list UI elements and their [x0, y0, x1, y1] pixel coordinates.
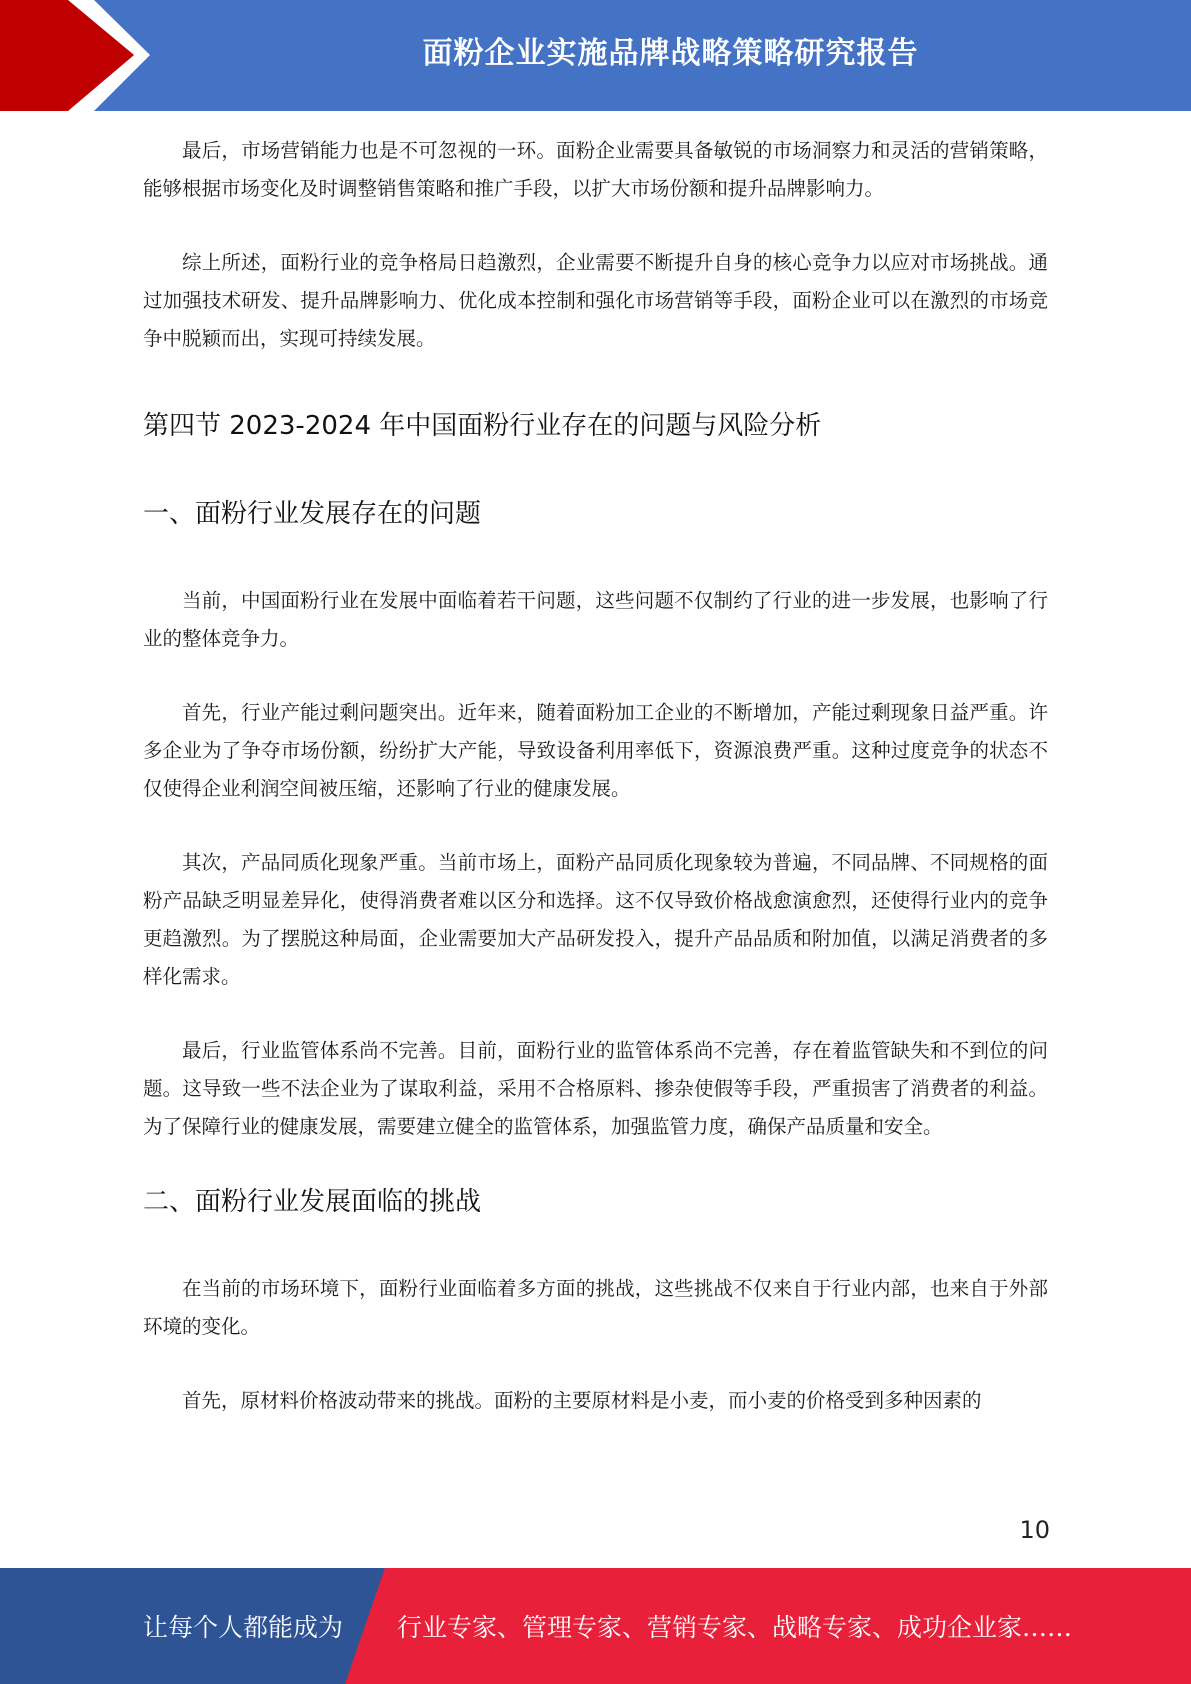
- footer-slogan-right: 行业专家、管理专家、营销专家、战略专家、成功企业家……: [397, 1613, 1073, 1642]
- page-header: [0, 0, 1191, 111]
- page-footer: [0, 1568, 1191, 1684]
- paragraph: 首先，行业产能过剩问题突出。近年来，随着面粉加工企业的不断增加，产能过剩现象日益严重。许多企业为了争夺市场份额，纷纷扩大产能，导致设备利用率低下，资源浪费严重。这种过度竞争的状态不仅使得企业利润空间被压缩，还影响了行业的健康发展。: [143, 701, 1048, 800]
- page-number: 10: [1019, 1516, 1050, 1544]
- paragraph: 最后，行业监管体系尚不完善。目前，面粉行业的监管体系尚不完善，存在着监管缺失和不到位的问题。这导致一些不法企业为了谋取利益，采用不合格原料、掺杂使假等手段，严重损害了消费者的利益。为了保障行业的健康发展，需要建立健全的监管体系，加强监管力度，确保产品质量和安全。: [143, 1039, 1048, 1138]
- paragraph: 最后，市场营销能力也是不可忽视的一环。面粉企业需要具备敏锐的市场洞察力和灵活的营销策略，能够根据市场变化及时调整销售策略和推广手段，以扩大市场份额和提升品牌影响力。: [143, 139, 1048, 200]
- chapter-heading: 第四节 2023-2024 年中国面粉行业存在的问题与风险分析: [143, 411, 822, 441]
- report-title: 面粉企业实施品牌战略策略研究报告: [422, 36, 919, 71]
- document-body: [143, 132, 1048, 1420]
- paragraph: 其次，产品同质化现象严重。当前市场上，面粉产品同质化现象较为普遍，不同品牌、不同规格的面粉产品缺乏明显差异化，使得消费者难以区分和选择。这不仅导致价格战愈演愈烈，还使得行业内的竞争更趋激烈。为了摆脱这种局面，企业需要加大产品研发投入，提升产品品质和附加值，以满足消费者的多样化需求。: [143, 851, 1048, 988]
- paragraph: 综上所述，面粉行业的竞争格局日趋激烈，企业需要不断提升自身的核心竞争力以应对市场挑战。通过加强技术研发、提升品牌影响力、优化成本控制和强化市场营销等手段，面粉企业可以在激烈的市场竞争中脱颖而出，实现可持续发展。: [143, 251, 1048, 350]
- section-heading: 一、面粉行业发展存在的问题: [143, 499, 482, 529]
- paragraph: 首先，原材料价格波动带来的挑战。面粉的主要原材料是小麦，而小麦的价格受到多种因素的: [182, 1389, 982, 1412]
- section-heading: 二、面粉行业发展面临的挑战: [143, 1187, 482, 1217]
- paragraph: 当前，中国面粉行业在发展中面临着若干问题，这些问题不仅制约了行业的进一步发展，也影响了行业的整体竞争力。: [143, 589, 1048, 650]
- footer-slogan-left: 让每个人都能成为: [143, 1613, 344, 1642]
- paragraph: 在当前的市场环境下，面粉行业面临着多方面的挑战，这些挑战不仅来自于行业内部，也来自于外部环境的变化。: [143, 1277, 1048, 1338]
